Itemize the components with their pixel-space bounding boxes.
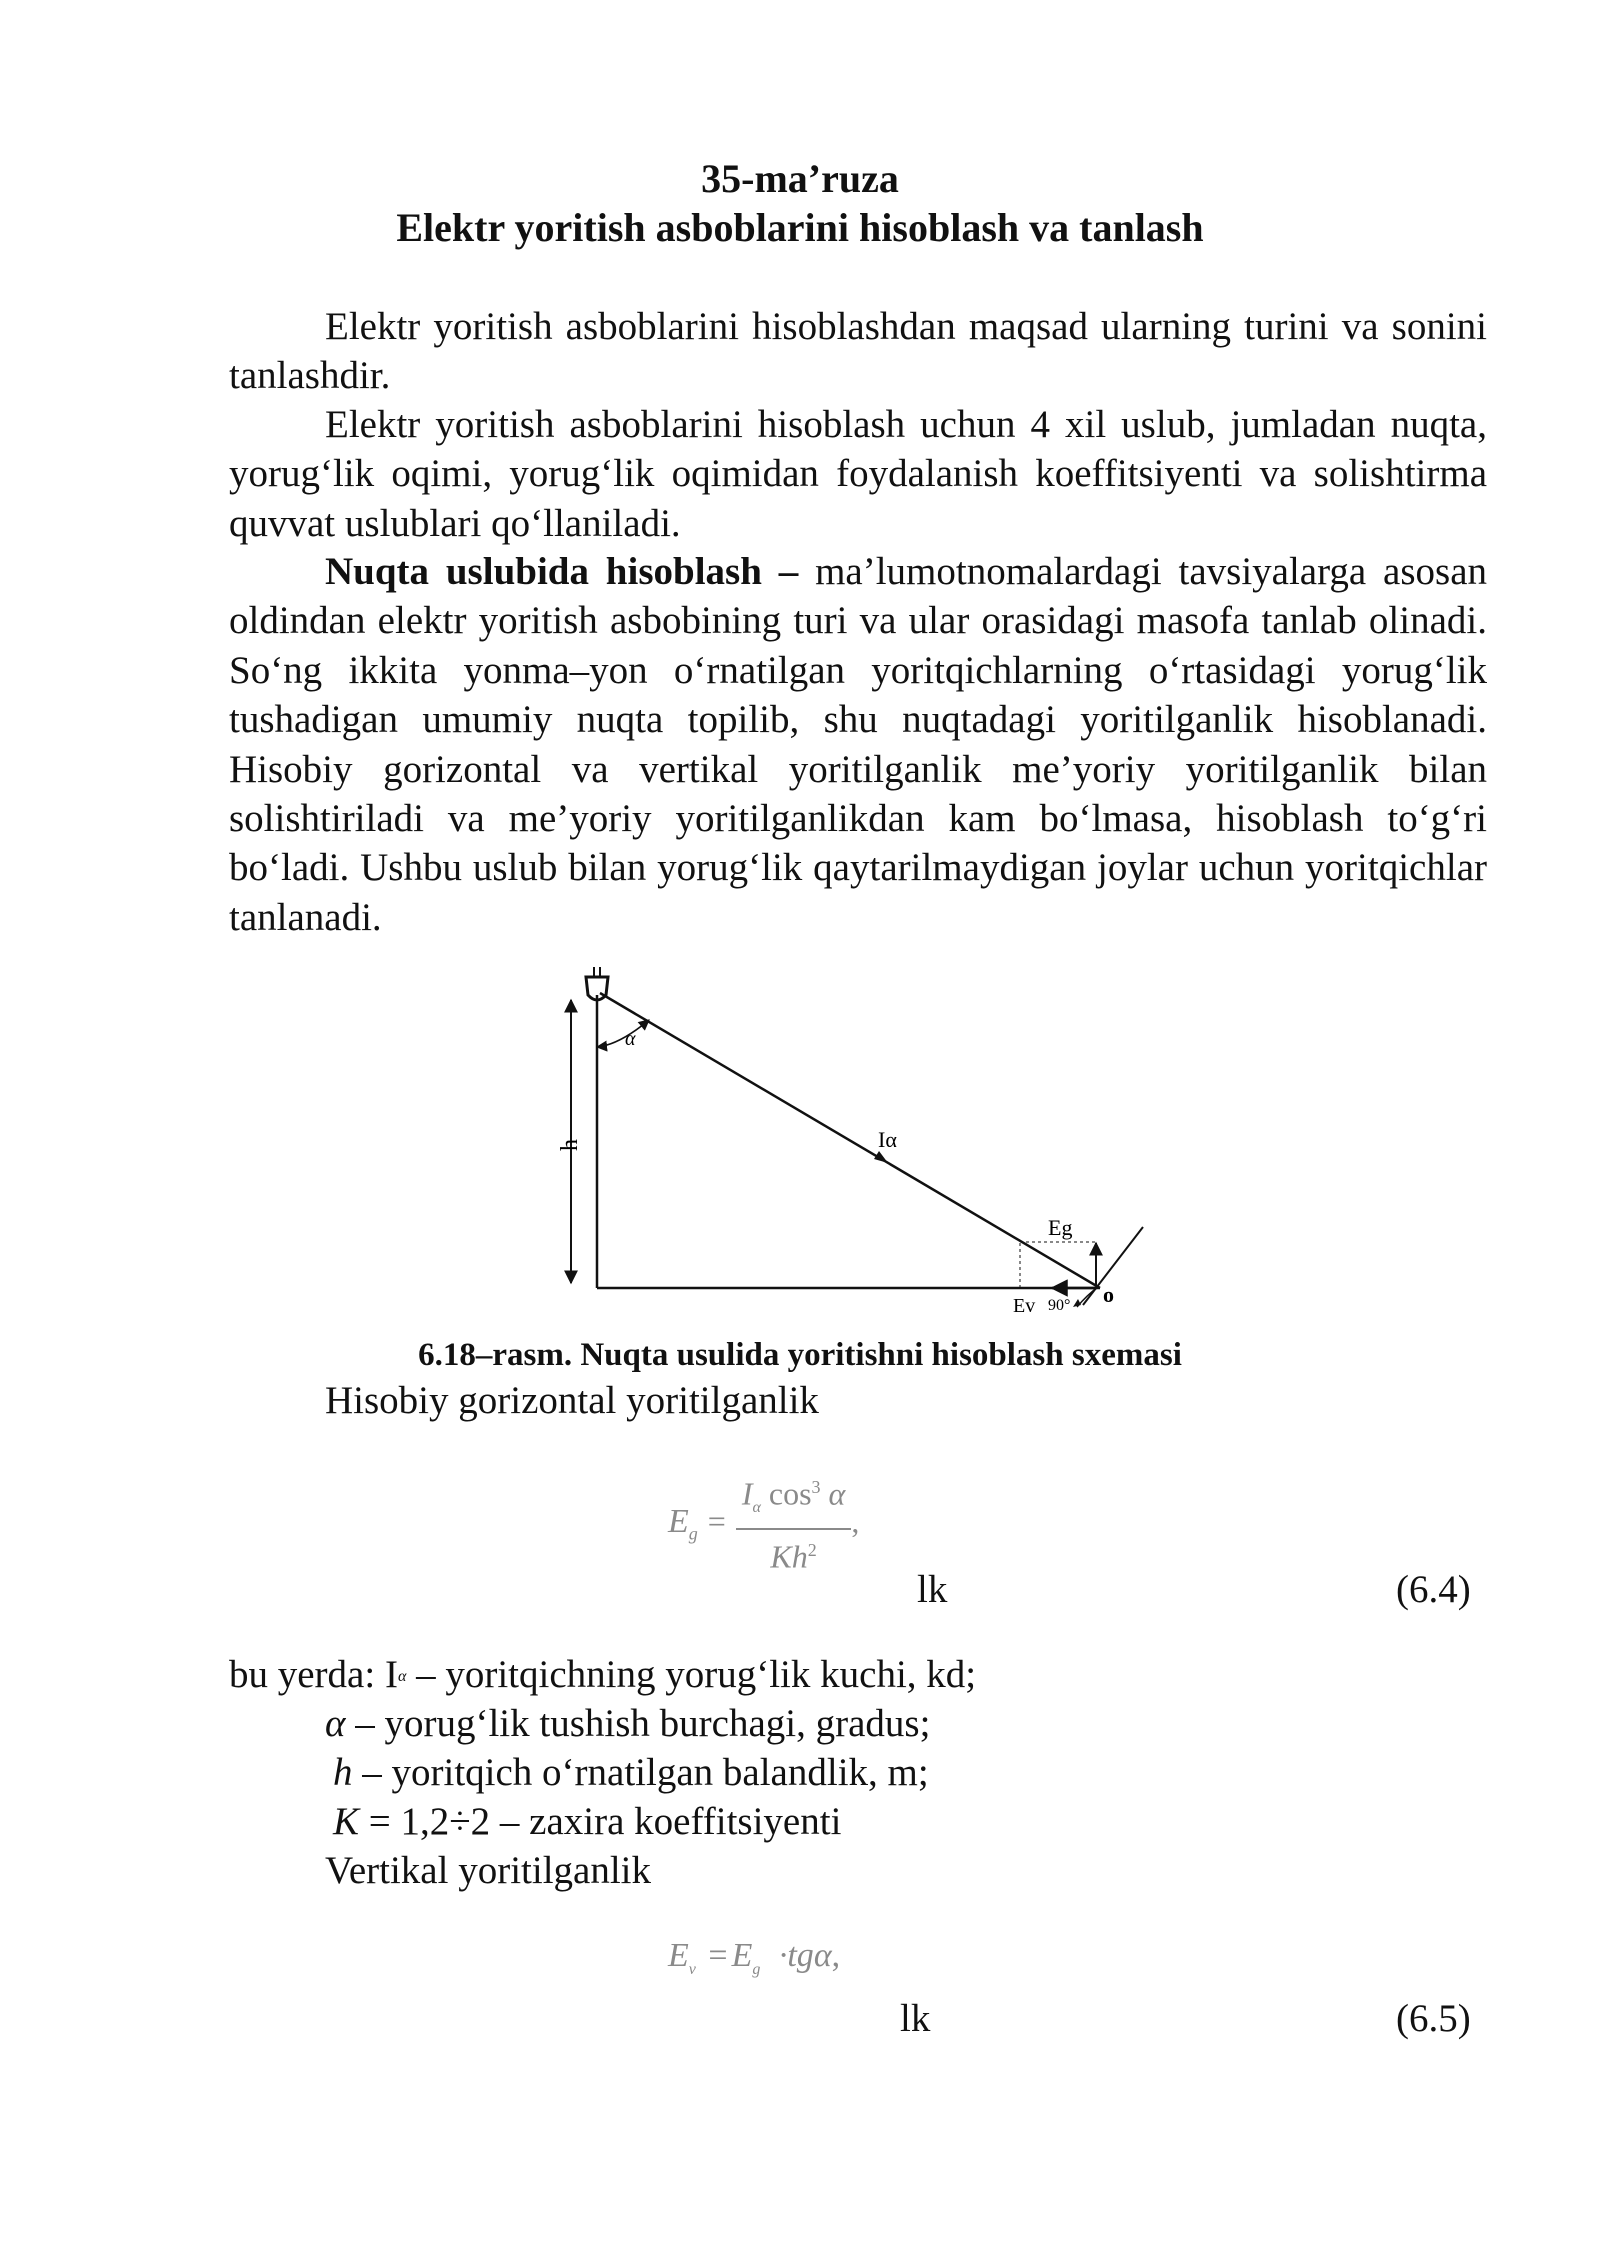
section2-heading: Vertikal yoritilganlik	[325, 1849, 652, 1892]
formula1-num-i-sub: α	[752, 1499, 761, 1517]
lecture-number: 35-ma’ruza	[701, 156, 899, 201]
formula2-rhs-sub: g	[752, 1960, 761, 1978]
formula1-numerator	[736, 1467, 852, 1530]
definition-k-text: = 1,2÷2 – zaxira koeffitsiyenti	[368, 1800, 842, 1843]
paragraph-1-text: Elektr yoritish asboblarini hisoblashdan maqsad ularning turini va sonini tanlashdir.	[229, 305, 1487, 398]
paragraph-2-text: Elektr yoritish asboblarini hisoblash uchun 4 xil uslub, jumladan nuqta, yorug‘lik oqimi, yorug‘lik oqimidan foydalanish koeffitsiyenti va solishtirma quvvat uslublari qo‘llaniladi.	[229, 403, 1487, 545]
definition-intro: bu yerda: I	[229, 1653, 398, 1696]
ray-arrow	[874, 1151, 888, 1163]
formula2-rhs-alpha: α	[813, 1937, 832, 1974]
definition-h-text: – yoritqich o‘rnatilgan balandlik, m;	[362, 1751, 929, 1794]
right-angle-arrow	[1073, 1299, 1081, 1307]
point-o-label: o	[1103, 1282, 1114, 1307]
formula1-num-alpha: α	[828, 1475, 846, 1512]
formula1-comma: ,	[851, 1503, 860, 1540]
definition-intro-sub: α	[397, 1668, 407, 1685]
point-method-diagram	[555, 965, 1155, 1320]
formula1-num-cos: cos	[768, 1475, 812, 1512]
formula1-number: (6.4)	[1396, 1568, 1471, 1611]
formula1-eq: =	[707, 1503, 726, 1540]
definition-h	[333, 1749, 929, 1797]
formula-6-4	[668, 1467, 859, 1577]
definition-alpha-symbol: α	[325, 1702, 346, 1745]
formula1-lhs-sub: g	[688, 1523, 698, 1544]
ev-label: Ev	[1013, 1295, 1036, 1317]
angle-90-label: 90°	[1048, 1297, 1071, 1314]
eg-label: Eg	[1048, 1215, 1073, 1240]
formula1-num-pow: 3	[811, 1477, 821, 1497]
formula2-eq: =	[708, 1937, 728, 1974]
alpha-label: α	[625, 1028, 636, 1050]
definition-k-symbol: K	[333, 1800, 360, 1843]
formula2-number: (6.5)	[1396, 1997, 1471, 2040]
formula-6-5	[668, 1937, 840, 1979]
definition-alpha-text: – yorug‘lik tushish burchagi, gradus;	[355, 1702, 931, 1745]
formula1-unit: lk	[917, 1568, 948, 1611]
light-ray-line	[600, 993, 1100, 1288]
definition-alpha	[325, 1700, 930, 1748]
definition-k	[333, 1798, 841, 1846]
formula2-lhs-sub: v	[688, 1960, 696, 1978]
page-title: Elektr yoritish asboblarini hisoblash va tanlash	[396, 205, 1204, 250]
formula2-rhs-rest: ·tg	[778, 1937, 814, 1974]
formula2-rhs-e: E	[731, 1937, 753, 1974]
formula2-comma: ,	[831, 1937, 841, 1974]
paragraph-1	[229, 302, 1487, 401]
definition-intensity	[229, 1651, 976, 1701]
formula1-num-i: I	[741, 1475, 753, 1512]
formula1-den-pow: 2	[807, 1540, 817, 1561]
formula1-denominator	[736, 1530, 852, 1577]
alpha-arc	[597, 1020, 649, 1047]
formula2-unit: lk	[900, 1997, 931, 2040]
h-label: h	[557, 1139, 583, 1151]
figure-caption: 6.18–rasm. Nuqta usulida yoritishni hisoblash sxemasi	[418, 1337, 1182, 1373]
formula1-fraction	[736, 1467, 852, 1577]
paragraph-3-text: ma’lumotnomalardagi tavsiyalarga asosan oldindan elektr yoritish asbobining turi va ular orasidagi masofa tanlab olinadi. So‘ng ikkita yonma–yon o‘rnatilgan yoritqichlarning o‘rtasidagi yorug‘lik tushadigan umumiy nuqta topilib, shu nuqtadagi yoritilganlik hisoblanadi. Hisobiy gorizontal va vertikal yoritilganlik me’yoriy yoritilganlik bilan solishtiriladi va me’yoriy yoritilganlikdan kam bo‘lmasa, hisoblash to‘g‘ri bo‘ladi. Ushbu uslub bilan yorug‘lik qaytarilmaydigan joylar uchun yoritqichlar tanlanadi.	[229, 550, 1488, 939]
formula1-lhs: E	[668, 1502, 689, 1540]
paragraph-3	[229, 547, 1487, 942]
i-alpha-label: Iα	[878, 1127, 897, 1152]
formula2-lhs: E	[668, 1937, 689, 1974]
paragraph-2	[229, 400, 1487, 548]
formula1-den-k: Kh	[770, 1538, 808, 1575]
definition-h-symbol: h	[333, 1751, 353, 1794]
paragraph-3-bold: Nuqta uslubida hisoblash –	[325, 550, 799, 593]
section1-heading: Hisobiy gorizontal yoritilganlik	[325, 1379, 819, 1422]
definition-intro-rest: – yoritqichning yorug‘lik kuchi, kd;	[416, 1653, 977, 1696]
